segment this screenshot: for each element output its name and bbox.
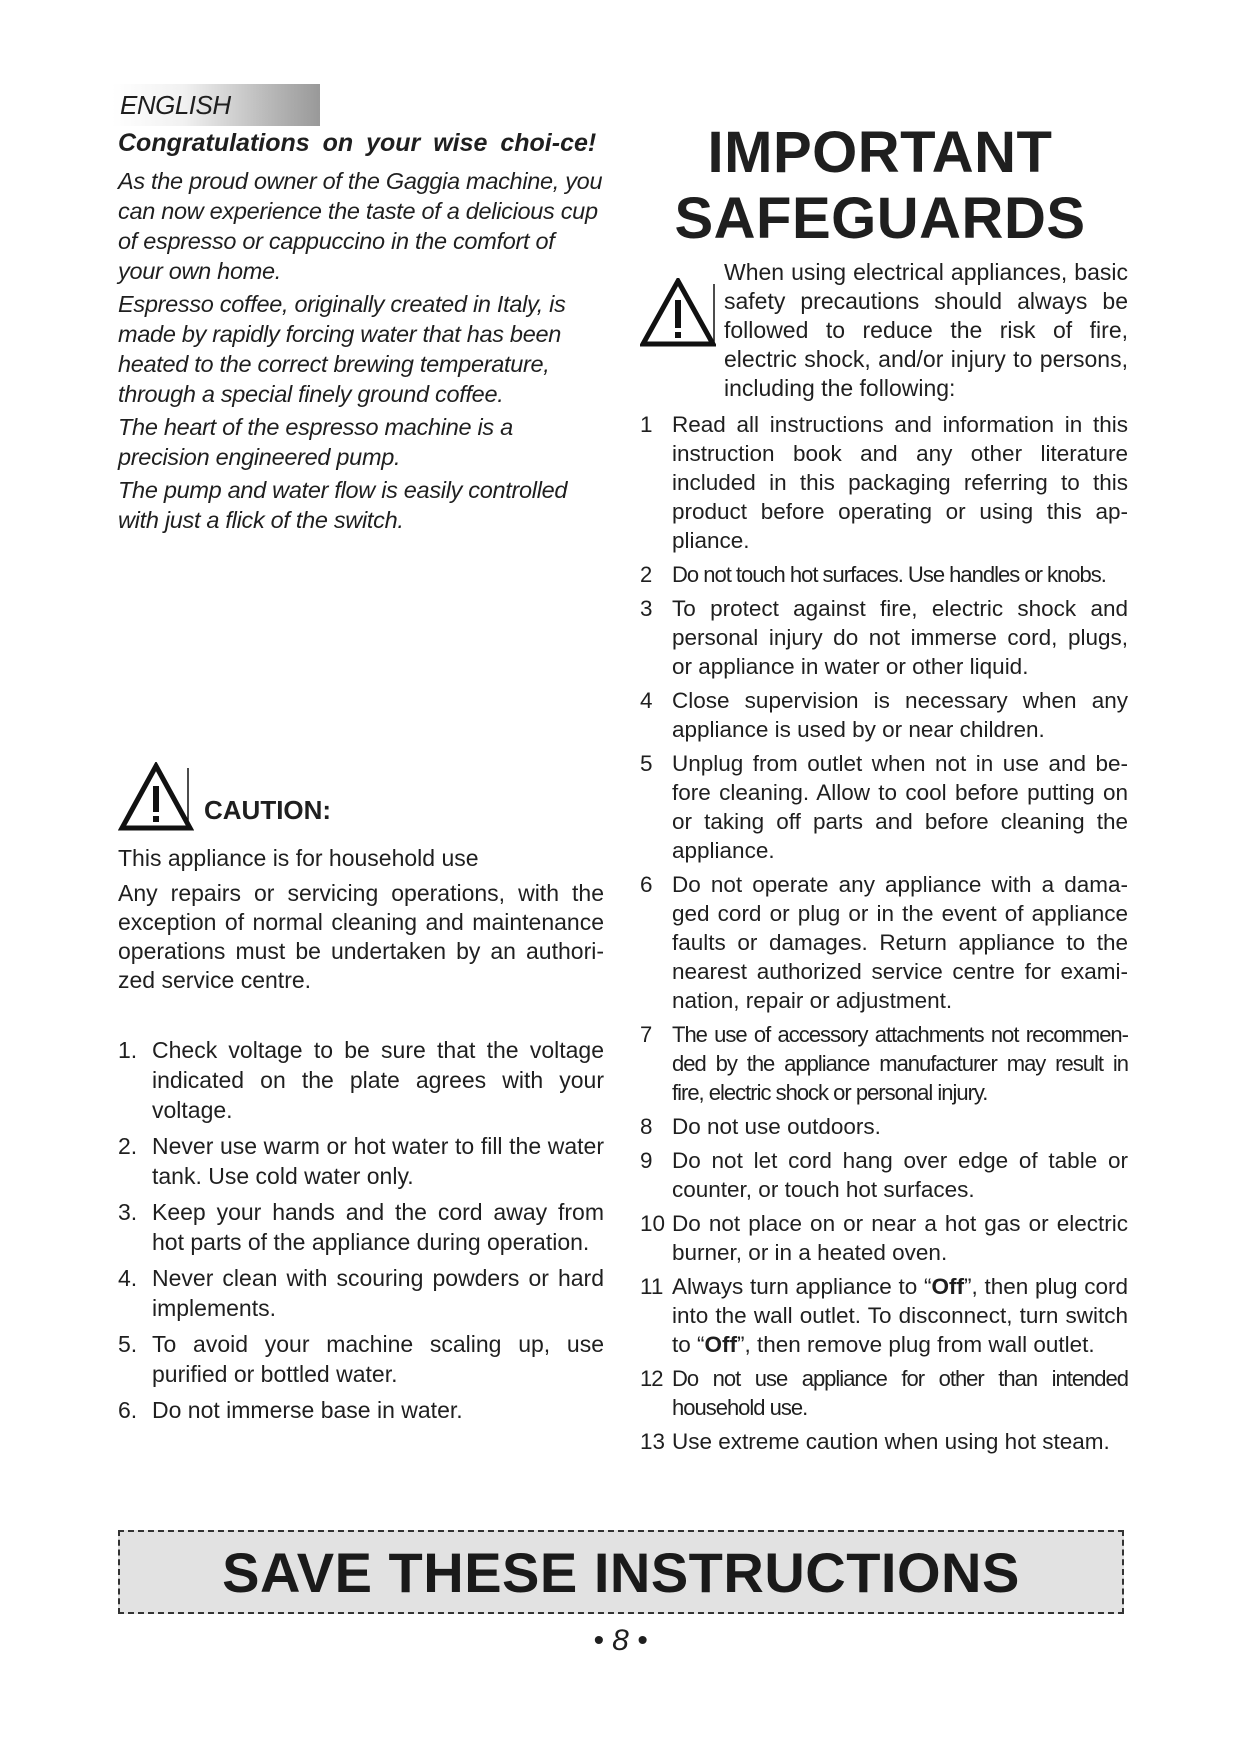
item-number: 3 (640, 596, 653, 621)
intro-paragraph: The pump and water flow is easily controlled with just a flick of the switch. (118, 477, 568, 533)
item-number: 3. (118, 1199, 138, 1225)
item-text (672, 1274, 1128, 1357)
item-text-part: Always turn appliance to “ (672, 1274, 932, 1299)
item-number: 2 (640, 562, 652, 587)
safeguards-heading (640, 120, 1120, 252)
item-number: 1 (640, 412, 653, 437)
list-item (640, 1427, 1128, 1456)
save-instructions-banner (118, 1530, 1124, 1614)
safeguards-intro (640, 258, 1128, 403)
item-number: 12 (640, 1366, 663, 1391)
item-text: Never clean with scouring powders or hard implements. (152, 1265, 604, 1321)
warning-triangle-icon (118, 762, 194, 834)
item-text: Unplug from outlet when not in use and be-fore cleaning. Allow to cool before putting on or taking off parts and before cleaning the appliance. (672, 751, 1128, 863)
caution-title: CAUTION: (204, 795, 332, 825)
list-item (118, 1395, 604, 1425)
caution-header (118, 762, 604, 834)
list-item (118, 1131, 604, 1191)
caution-section (118, 762, 604, 1431)
list-item (640, 1364, 1128, 1422)
item-text: Do not touch hot surfaces. Use handles or knobs. (672, 562, 1106, 587)
item-text: Do not immerse base in water. (152, 1397, 463, 1423)
off-label: Off (704, 1332, 738, 1357)
safeguards-list (640, 410, 1128, 1461)
item-text: Do not place on or near a hot gas or electric burner, or in a heated oven. (672, 1211, 1128, 1265)
save-instructions-text: SAVE THESE INSTRUCTIONS (222, 1540, 1020, 1604)
item-text: Do not use appliance for other than intended household use. (672, 1366, 1128, 1420)
item-number: 4 (640, 688, 653, 713)
intro-section (118, 128, 604, 538)
item-text: Keep your hands and the cord away from hot parts of the appliance during operation. (152, 1199, 604, 1255)
list-item (640, 1209, 1128, 1267)
caution-list (118, 1035, 604, 1425)
item-text: The use of accessory attachments not recommen-ded by the appliance manufacturer may result in fire, electric shock or personal injury. (672, 1022, 1128, 1105)
off-label: Off (931, 1274, 964, 1299)
list-item (118, 1035, 604, 1125)
list-item (640, 870, 1128, 1015)
list-item (118, 1197, 604, 1257)
warning-triangle-icon (640, 278, 716, 348)
list-item (118, 1263, 604, 1323)
item-number: 1. (118, 1037, 138, 1063)
list-item (640, 410, 1128, 555)
item-number: 6 (640, 872, 653, 897)
item-number: 2. (118, 1133, 138, 1159)
safeguards-intro-text: When using electrical appliances, basic safety precautions should always be followed to reduce the risk of fire, electric shock, and/or injury to persons, including the following: (724, 259, 1128, 401)
heading-line: IMPORTANT (707, 120, 1053, 185)
item-text: Close supervision is necessary when any appliance is used by or near children. (672, 688, 1128, 742)
list-item (640, 686, 1128, 744)
item-text: Read all instructions and information in this instruction book and any other literature included in this packaging referring to this product before operating or using this ap-pliance. (672, 412, 1128, 553)
heading-line: SAFEGUARDS (674, 186, 1086, 251)
language-tab: ENGLISH (112, 84, 320, 126)
item-number: 8 (640, 1114, 653, 1139)
list-item (640, 560, 1128, 589)
item-text-part: ”, then remove plug from wall outlet. (737, 1332, 1095, 1357)
intro-paragraph: Espresso coffee, originally created in Italy, is made by rapidly forcing water that has been heated to the correct brewing temperature, through a special finely ground coffee. (118, 291, 566, 407)
item-number: 4. (118, 1265, 138, 1291)
item-text: Do not let cord hang over edge of table or counter, or touch hot surfaces. (672, 1148, 1128, 1202)
intro-paragraph: The heart of the espresso machine is a precision engineered pump. (118, 414, 513, 470)
list-item (640, 594, 1128, 681)
item-number: 13 (640, 1429, 666, 1454)
caution-paragraph: Any repairs or servicing operations, with the exception of normal cleaning and maintenance operations must be undertaken by an authori-zed service centre. (118, 880, 604, 993)
item-text: To protect against fire, electric shock and personal injury do not immerse cord, plugs, or appliance in water or other liquid. (672, 596, 1128, 679)
page-number: • 8 • (593, 1624, 648, 1657)
list-item (640, 1112, 1128, 1141)
item-number: 5. (118, 1331, 138, 1357)
intro-title: Congratulations on your wise choi-ce! (118, 129, 597, 157)
item-text: Check voltage to be sure that the voltage indicated on the plate agrees with your voltage. (152, 1037, 604, 1123)
item-number: 6. (118, 1397, 138, 1423)
list-item (118, 1329, 604, 1389)
item-text: To avoid your machine scaling up, use purified or bottled water. (152, 1331, 604, 1387)
list-item (640, 1272, 1128, 1359)
list-item (640, 1146, 1128, 1204)
item-text: Do not operate any appliance with a dama-ged cord or plug or in the event of appliance faults or damages. Return appliance to the nearest authorized service centre for exami-nation, repair or adjustment. (672, 872, 1128, 1013)
intro-paragraph: As the proud owner of the Gaggia machine, you can now experience the taste of a delicious cup of espresso or cappuccino in the comfort of your own home. (118, 168, 603, 284)
list-item (640, 749, 1128, 865)
item-number: 9 (640, 1148, 653, 1173)
item-number: 7 (640, 1022, 652, 1047)
item-number: 10 (640, 1211, 666, 1236)
item-text-part: ”, then plug cord into the wall outlet. To disconnect, turn switch to “ (672, 1274, 1128, 1357)
item-number: 11 (640, 1274, 664, 1299)
caution-paragraph: This appliance is for household use (118, 845, 479, 871)
item-text: Use extreme caution when using hot steam. (672, 1429, 1110, 1454)
item-number: 5 (640, 751, 653, 776)
list-item (640, 1020, 1128, 1107)
item-text: Do not use outdoors. (672, 1114, 881, 1139)
item-text: Never use warm or hot water to fill the water tank. Use cold water only. (152, 1133, 604, 1189)
